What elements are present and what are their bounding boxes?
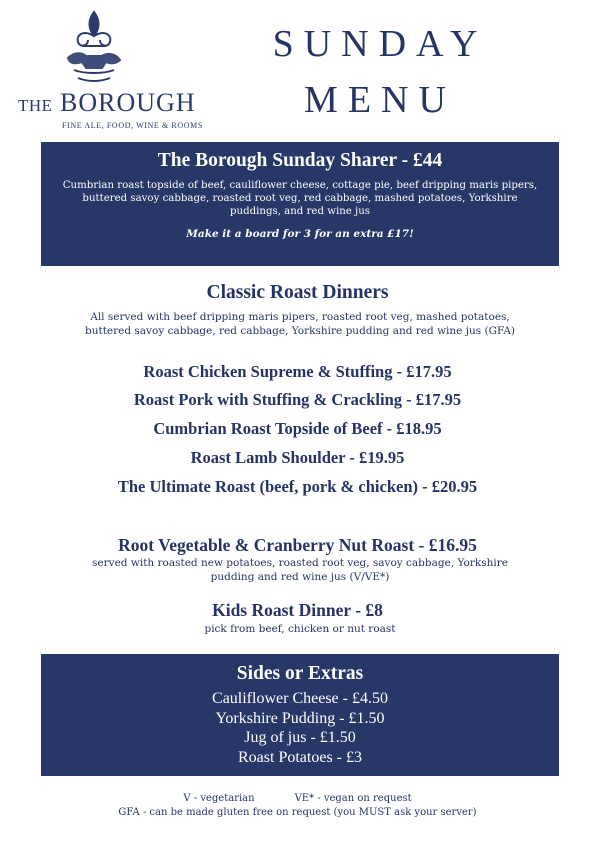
brand-name xyxy=(18,88,228,118)
menu-item: Cumbrian Roast Topside of Beef - £18.95 xyxy=(153,419,442,438)
sharer-offer: Make it a board for 3 for an extra £17! xyxy=(186,228,414,241)
legend-gluten-free: GFA - can be made gluten free on request (you MUST ask your server) xyxy=(118,807,477,818)
sides-box xyxy=(41,654,559,776)
brand-name-small: THE xyxy=(18,96,53,115)
side-item: Jug of jus - £1.50 xyxy=(244,729,356,746)
menu-item: Roast Pork with Stuffing & Crackling - £17.95 xyxy=(133,390,462,409)
legend-vegan: VE* - vegan on request xyxy=(294,793,412,804)
classic-description: All served with beef dripping maris pipers, roasted root veg, mashed potatoes, buttered savoy cabbage, red cabbage, Yorkshire pudding and red wine jus (GFA) xyxy=(84,311,516,337)
sharer-heading: The Borough Sunday Sharer - £44 xyxy=(157,150,443,171)
classic-heading: Classic Roast Dinners xyxy=(206,282,389,303)
brand-logo xyxy=(18,8,228,128)
side-item: Roast Potatoes - £3 xyxy=(238,748,362,766)
brand-name-large: BOROUGH xyxy=(60,88,196,117)
page-title-line2: MENU xyxy=(304,79,456,121)
sides-list xyxy=(41,689,559,767)
sharer-description: Cumbrian roast topside of beef, cauliflower cheese, cottage pie, beef dripping maris pipers, buttered savoy cabbage, roasted root veg, red cabbage, mashed potatoes, Yorkshire puddings, and red wine jus xyxy=(62,180,538,217)
kids-description: pick from beef, chicken or nut roast xyxy=(204,623,396,635)
menu-item: Roast Chicken Supreme & Stuffing - £17.95 xyxy=(143,362,452,381)
nut-roast-description: served with roasted new potatoes, roasted root veg, savoy cabbage, Yorkshire pudding and red wine jus (V/VE*) xyxy=(92,557,508,583)
side-item: Cauliflower Cheese - £4.50 xyxy=(212,690,388,707)
legend-vegetarian: V - vegetarian xyxy=(183,793,255,804)
menu-item: The Ultimate Roast (beef, pork & chicken) - £20.95 xyxy=(117,477,478,496)
menu-item: Roast Lamb Shoulder - £19.95 xyxy=(190,448,405,467)
page-title-line1: SUNDAY xyxy=(272,23,488,65)
sides-heading: Sides or Extras xyxy=(236,663,364,684)
fleur-de-lis-lion-icon xyxy=(54,8,134,86)
side-item: Yorkshire Pudding - £1.50 xyxy=(215,709,385,727)
nut-roast-heading: Root Vegetable & Cranberry Nut Roast - £16.95 xyxy=(118,535,477,555)
brand-tagline: FINE ALE, FOOD, WINE & ROOMS xyxy=(62,121,203,130)
sharer-box xyxy=(41,142,559,266)
kids-heading: Kids Roast Dinner - £8 xyxy=(212,600,383,620)
dietary-legend xyxy=(0,792,595,806)
